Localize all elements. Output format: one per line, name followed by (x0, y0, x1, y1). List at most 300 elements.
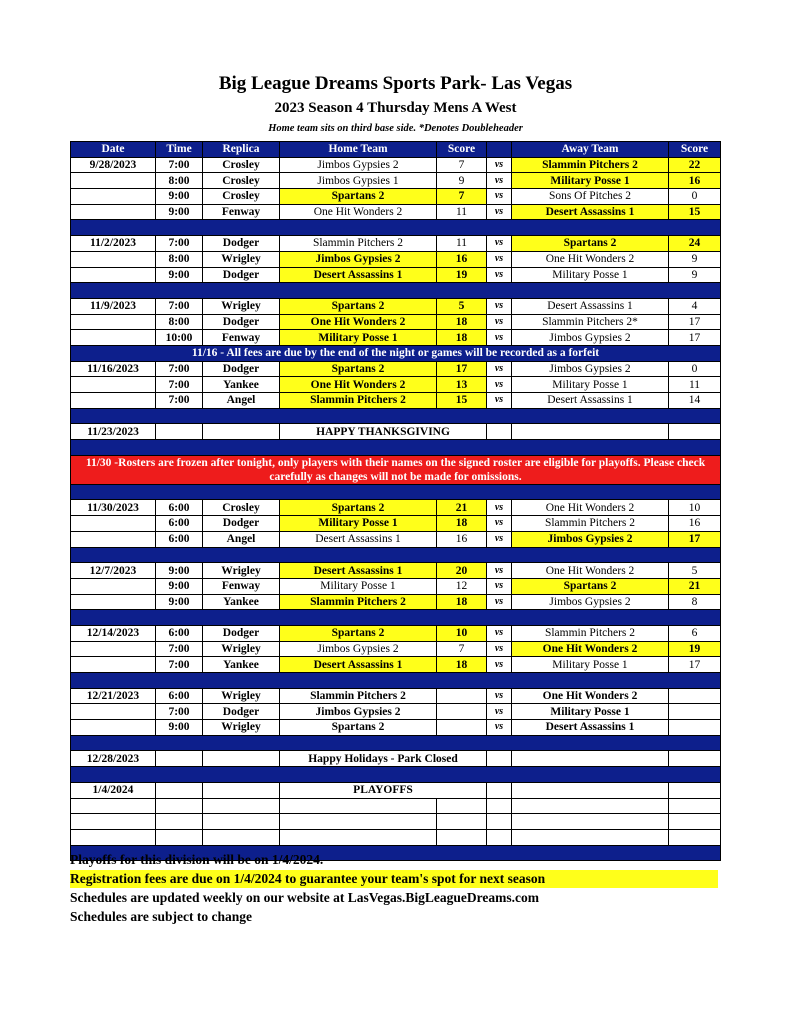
away-team-cell: Desert Assassins 1 (512, 298, 669, 314)
away-score-cell: 16 (669, 173, 721, 189)
blank-cell (437, 798, 487, 814)
away-team-cell: Military Posse 1 (512, 704, 669, 720)
away-score-cell (669, 782, 721, 798)
special-day-row (71, 782, 721, 798)
game-row (71, 236, 721, 252)
vs-cell: vs (487, 578, 512, 594)
time-cell: 8:00 (156, 314, 203, 330)
home-score-cell: 18 (437, 594, 487, 610)
time-cell: 9:00 (156, 578, 203, 594)
home-team-cell: Desert Assassins 1 (280, 531, 437, 547)
roster-alert-row (71, 455, 721, 484)
away-team-cell: Jimbos Gypsies 2 (512, 361, 669, 377)
home-score-cell: 10 (437, 625, 487, 641)
home-team-cell: One Hit Wonders 2 (280, 314, 437, 330)
date-cell: 12/21/2023 (71, 688, 156, 704)
separator-cell (71, 484, 721, 500)
home-team-cell: One Hit Wonders 2 (280, 377, 437, 393)
away-team-cell: Desert Assassins 1 (512, 204, 669, 220)
replica-cell: Dodger (203, 267, 280, 283)
vs-cell: vs (487, 688, 512, 704)
home-score-cell (437, 720, 487, 736)
away-score-cell: 14 (669, 393, 721, 409)
home-team-cell: Military Posse 1 (280, 578, 437, 594)
blank-cell (203, 814, 280, 830)
time-cell: 6:00 (156, 625, 203, 641)
time-cell: 7:00 (156, 157, 203, 173)
home-team-cell: Spartans 2 (280, 720, 437, 736)
game-row (71, 251, 721, 267)
vs-cell: vs (487, 204, 512, 220)
replica-cell: Yankee (203, 594, 280, 610)
special-day-text: PLAYOFFS (280, 782, 487, 798)
vs-cell: vs (487, 267, 512, 283)
game-row (71, 563, 721, 579)
game-row (71, 625, 721, 641)
away-score-cell: 4 (669, 298, 721, 314)
blank-cell (156, 829, 203, 845)
home-team-cell: Jimbos Gypsies 1 (280, 173, 437, 189)
home-score-cell: 11 (437, 204, 487, 220)
date-cell: 11/23/2023 (71, 424, 156, 440)
separator-row (71, 408, 721, 424)
time-cell: 9:00 (156, 204, 203, 220)
time-cell: 8:00 (156, 173, 203, 189)
blank-cell (437, 814, 487, 830)
vs-cell: vs (487, 189, 512, 205)
blank-cell (669, 798, 721, 814)
separator-cell (71, 767, 721, 783)
blank-cell (156, 814, 203, 830)
home-score-cell: 17 (437, 361, 487, 377)
date-cell: 11/30/2023 (71, 500, 156, 516)
notice-row (71, 345, 721, 361)
replica-cell: Crosley (203, 157, 280, 173)
away-team-cell: Desert Assassins 1 (512, 393, 669, 409)
blank-cell (487, 829, 512, 845)
vs-cell: vs (487, 531, 512, 547)
away-team-cell: Spartans 2 (512, 578, 669, 594)
replica-cell: Angel (203, 393, 280, 409)
replica-cell: Crosley (203, 500, 280, 516)
separator-row (71, 767, 721, 783)
date-cell: 11/2/2023 (71, 236, 156, 252)
vs-cell: vs (487, 377, 512, 393)
away-score-cell: 15 (669, 204, 721, 220)
away-score-cell: 21 (669, 578, 721, 594)
vs-cell: vs (487, 330, 512, 346)
vs-cell: vs (487, 314, 512, 330)
blank-cell (487, 798, 512, 814)
away-team-cell: One Hit Wonders 2 (512, 641, 669, 657)
game-row (71, 720, 721, 736)
away-team-cell: One Hit Wonders 2 (512, 563, 669, 579)
game-row (71, 204, 721, 220)
page-title: Big League Dreams Sports Park- Las Vegas (218, 73, 573, 94)
blank-cell (203, 829, 280, 845)
time-cell: 8:00 (156, 251, 203, 267)
col-replica: Replica (203, 142, 280, 158)
separator-cell (71, 673, 721, 689)
blank-cell (156, 798, 203, 814)
time-cell: 9:00 (156, 563, 203, 579)
game-row (71, 657, 721, 673)
replica-cell (203, 751, 280, 767)
home-score-cell: 18 (437, 657, 487, 673)
away-team-cell: Jimbos Gypsies 2 (512, 594, 669, 610)
time-cell: 6:00 (156, 516, 203, 532)
replica-cell: Angel (203, 531, 280, 547)
separator-cell (71, 408, 721, 424)
game-row (71, 361, 721, 377)
col-home-score: Score (437, 142, 487, 158)
home-score-cell: 16 (437, 251, 487, 267)
replica-cell: Wrigley (203, 688, 280, 704)
date-cell: 12/28/2023 (71, 751, 156, 767)
vs-cell: vs (487, 251, 512, 267)
vs-cell: vs (487, 594, 512, 610)
home-team-cell: Military Posse 1 (280, 516, 437, 532)
roster-alert-text: 11/30 -Rosters are frozen after tonight, only players with their names on the signed roster are eligible for playoffs. Please check carefully as changes will not be made for omissions. (71, 455, 721, 484)
vs-cell: vs (487, 657, 512, 673)
home-score-cell: 5 (437, 298, 487, 314)
home-team-cell: Desert Assassins 1 (280, 657, 437, 673)
game-row (71, 594, 721, 610)
vs-cell: vs (487, 393, 512, 409)
date-cell (71, 173, 156, 189)
blank-row (71, 829, 721, 845)
replica-cell: Fenway (203, 578, 280, 594)
subject-to-change-note: Schedules are subject to change (70, 909, 252, 924)
away-score-cell: 11 (669, 377, 721, 393)
away-team-cell: Slammin Pitchers 2 (512, 625, 669, 641)
home-team-cell: One Hit Wonders 2 (280, 204, 437, 220)
time-cell: 9:00 (156, 267, 203, 283)
replica-cell: Dodger (203, 361, 280, 377)
away-score-cell: 24 (669, 236, 721, 252)
away-score-cell: 17 (669, 531, 721, 547)
date-cell: 12/7/2023 (71, 563, 156, 579)
date-cell: 11/16/2023 (71, 361, 156, 377)
blank-cell (669, 829, 721, 845)
away-score-cell: 8 (669, 594, 721, 610)
replica-cell: Wrigley (203, 641, 280, 657)
home-team-cell: Jimbos Gypsies 2 (280, 641, 437, 657)
game-row (71, 377, 721, 393)
date-cell (71, 578, 156, 594)
blank-row (71, 798, 721, 814)
home-score-cell: 7 (437, 641, 487, 657)
time-cell: 7:00 (156, 704, 203, 720)
replica-cell: Wrigley (203, 720, 280, 736)
game-row (71, 298, 721, 314)
replica-cell: Yankee (203, 377, 280, 393)
blank-cell (280, 814, 437, 830)
home-team-cell: Spartans 2 (280, 298, 437, 314)
replica-cell: Fenway (203, 330, 280, 346)
home-score-cell (437, 688, 487, 704)
away-team-cell: One Hit Wonders 2 (512, 251, 669, 267)
home-score-cell: 9 (437, 173, 487, 189)
away-score-cell (669, 751, 721, 767)
table-header-row (71, 142, 721, 158)
replica-cell: Dodger (203, 314, 280, 330)
away-team-cell: Jimbos Gypsies 2 (512, 330, 669, 346)
separator-cell (71, 610, 721, 626)
away-team-cell: Military Posse 1 (512, 267, 669, 283)
separator-row (71, 484, 721, 500)
date-cell (71, 314, 156, 330)
game-row (71, 267, 721, 283)
replica-cell: Dodger (203, 516, 280, 532)
home-team-cell: Slammin Pitchers 2 (280, 594, 437, 610)
vs-cell: vs (487, 516, 512, 532)
schedule-table (70, 141, 721, 861)
game-row (71, 189, 721, 205)
away-score-cell: 22 (669, 157, 721, 173)
game-row (71, 531, 721, 547)
replica-cell: Crosley (203, 173, 280, 189)
vs-cell: vs (487, 641, 512, 657)
away-team-cell: Slammin Pitchers 2 (512, 516, 669, 532)
vs-cell: vs (487, 625, 512, 641)
home-score-cell: 21 (437, 500, 487, 516)
away-team-cell: Sons Of Pitches 2 (512, 189, 669, 205)
date-cell (71, 251, 156, 267)
replica-cell (203, 782, 280, 798)
away-score-cell: 19 (669, 641, 721, 657)
col-away-score: Score (669, 142, 721, 158)
time-cell: 6:00 (156, 531, 203, 547)
separator-row (71, 547, 721, 563)
date-cell (71, 594, 156, 610)
home-score-cell: 19 (437, 267, 487, 283)
away-team-cell: Spartans 2 (512, 236, 669, 252)
home-team-cell: Slammin Pitchers 2 (280, 688, 437, 704)
away-score-cell (669, 704, 721, 720)
away-team-cell: Military Posse 1 (512, 173, 669, 189)
home-team-cell: Spartans 2 (280, 361, 437, 377)
home-team-cell: Desert Assassins 1 (280, 563, 437, 579)
away-score-cell: 9 (669, 267, 721, 283)
date-cell (71, 189, 156, 205)
time-cell: 7:00 (156, 236, 203, 252)
away-team-cell: Slammin Pitchers 2 (512, 157, 669, 173)
away-score-cell (669, 720, 721, 736)
date-cell: 12/14/2023 (71, 625, 156, 641)
special-day-text: HAPPY THANKSGIVING (280, 424, 487, 440)
vs-cell: vs (487, 720, 512, 736)
replica-cell: Dodger (203, 704, 280, 720)
home-score-cell: 7 (437, 189, 487, 205)
away-score-cell: 9 (669, 251, 721, 267)
home-team-cell: Spartans 2 (280, 500, 437, 516)
game-row (71, 157, 721, 173)
away-score-cell: 17 (669, 314, 721, 330)
separator-row (71, 735, 721, 751)
vs-cell (487, 424, 512, 440)
home-score-cell: 7 (437, 157, 487, 173)
registration-note: Registration fees are due on 1/4/2024 to guarantee your team's spot for next season (70, 870, 718, 888)
special-day-text: Happy Holidays - Park Closed (280, 751, 487, 767)
blank-cell (71, 814, 156, 830)
vs-cell: vs (487, 563, 512, 579)
playoffs-note: Playoffs for this division will be on 1/4/2024. (70, 852, 324, 867)
blank-cell (71, 798, 156, 814)
time-cell: 7:00 (156, 393, 203, 409)
away-team-cell: Slammin Pitchers 2* (512, 314, 669, 330)
vs-cell: vs (487, 704, 512, 720)
col-time: Time (156, 142, 203, 158)
replica-cell (203, 424, 280, 440)
vs-cell: vs (487, 173, 512, 189)
away-score-cell: 0 (669, 189, 721, 205)
col-vs (487, 142, 512, 158)
home-score-cell: 16 (437, 531, 487, 547)
date-cell (71, 377, 156, 393)
schedule-body (71, 157, 721, 861)
replica-cell: Dodger (203, 236, 280, 252)
replica-cell: Yankee (203, 657, 280, 673)
date-cell (71, 204, 156, 220)
blank-cell (487, 814, 512, 830)
blank-cell (512, 814, 669, 830)
home-team-cell: Spartans 2 (280, 189, 437, 205)
game-row (71, 516, 721, 532)
replica-cell: Wrigley (203, 298, 280, 314)
website-note: Schedules are updated weekly on our website at LasVegas.BigLeagueDreams.com (70, 890, 540, 905)
away-team-cell (512, 424, 669, 440)
date-cell (71, 641, 156, 657)
blank-cell (280, 798, 437, 814)
time-cell: 9:00 (156, 720, 203, 736)
vs-cell (487, 782, 512, 798)
separator-cell (71, 220, 721, 236)
game-row (71, 314, 721, 330)
col-away-team: Away Team (512, 142, 669, 158)
away-score-cell: 10 (669, 500, 721, 516)
separator-cell (71, 547, 721, 563)
separator-row (71, 283, 721, 299)
blank-cell (512, 798, 669, 814)
separator-row (71, 220, 721, 236)
home-score-cell: 15 (437, 393, 487, 409)
replica-cell: Dodger (203, 625, 280, 641)
home-score-cell: 13 (437, 377, 487, 393)
home-team-cell: Jimbos Gypsies 2 (280, 704, 437, 720)
date-cell (71, 330, 156, 346)
date-cell: 1/4/2024 (71, 782, 156, 798)
blank-cell (203, 798, 280, 814)
time-cell (156, 424, 203, 440)
home-team-cell: Spartans 2 (280, 625, 437, 641)
special-day-row (71, 751, 721, 767)
home-score-cell: 12 (437, 578, 487, 594)
vs-cell: vs (487, 236, 512, 252)
home-score-cell (437, 704, 487, 720)
vs-cell: vs (487, 157, 512, 173)
replica-cell: Fenway (203, 204, 280, 220)
time-cell: 10:00 (156, 330, 203, 346)
time-cell: 9:00 (156, 189, 203, 205)
time-cell: 9:00 (156, 594, 203, 610)
home-score-cell: 18 (437, 330, 487, 346)
col-date: Date (71, 142, 156, 158)
away-team-cell: Military Posse 1 (512, 377, 669, 393)
page-subtitle: 2023 Season 4 Thursday Mens A West (274, 100, 517, 116)
time-cell: 6:00 (156, 688, 203, 704)
special-day-row (71, 424, 721, 440)
date-cell (71, 704, 156, 720)
home-team-cell: Jimbos Gypsies 2 (280, 251, 437, 267)
blank-row (71, 814, 721, 830)
time-cell: 7:00 (156, 298, 203, 314)
home-team-cell: Jimbos Gypsies 2 (280, 157, 437, 173)
replica-cell: Wrigley (203, 251, 280, 267)
separator-cell (71, 283, 721, 299)
home-team-cell: Desert Assassins 1 (280, 267, 437, 283)
notice-text: 11/16 - All fees are due by the end of the night or games will be recorded as a forfeit (71, 345, 721, 361)
home-score-cell: 20 (437, 563, 487, 579)
away-score-cell: 6 (669, 625, 721, 641)
home-team-note: Home team sits on third base side. *Denotes Doubleheader (268, 123, 523, 134)
time-cell (156, 751, 203, 767)
blank-cell (437, 829, 487, 845)
separator-row (71, 440, 721, 456)
home-team-cell: Slammin Pitchers 2 (280, 236, 437, 252)
away-score-cell: 0 (669, 361, 721, 377)
game-row (71, 641, 721, 657)
time-cell (156, 782, 203, 798)
game-row (71, 330, 721, 346)
col-home-team: Home Team (280, 142, 437, 158)
home-score-cell: 18 (437, 516, 487, 532)
separator-row (71, 610, 721, 626)
home-team-cell: Slammin Pitchers 2 (280, 393, 437, 409)
game-row (71, 173, 721, 189)
date-cell (71, 393, 156, 409)
away-team-cell: Desert Assassins 1 (512, 720, 669, 736)
time-cell: 7:00 (156, 361, 203, 377)
away-score-cell (669, 424, 721, 440)
vs-cell: vs (487, 298, 512, 314)
game-row (71, 704, 721, 720)
vs-cell: vs (487, 500, 512, 516)
game-row (71, 393, 721, 409)
blank-cell (71, 829, 156, 845)
away-team-cell (512, 751, 669, 767)
date-cell (71, 657, 156, 673)
away-score-cell (669, 688, 721, 704)
time-cell: 7:00 (156, 377, 203, 393)
replica-cell: Wrigley (203, 563, 280, 579)
game-row (71, 578, 721, 594)
blank-cell (669, 814, 721, 830)
game-row (71, 688, 721, 704)
date-cell: 9/28/2023 (71, 157, 156, 173)
away-score-cell: 17 (669, 657, 721, 673)
date-cell (71, 267, 156, 283)
away-score-cell: 16 (669, 516, 721, 532)
vs-cell (487, 751, 512, 767)
home-score-cell: 11 (437, 236, 487, 252)
time-cell: 7:00 (156, 657, 203, 673)
time-cell: 7:00 (156, 641, 203, 657)
away-score-cell: 5 (669, 563, 721, 579)
home-team-cell: Military Posse 1 (280, 330, 437, 346)
date-cell: 11/9/2023 (71, 298, 156, 314)
replica-cell: Crosley (203, 189, 280, 205)
